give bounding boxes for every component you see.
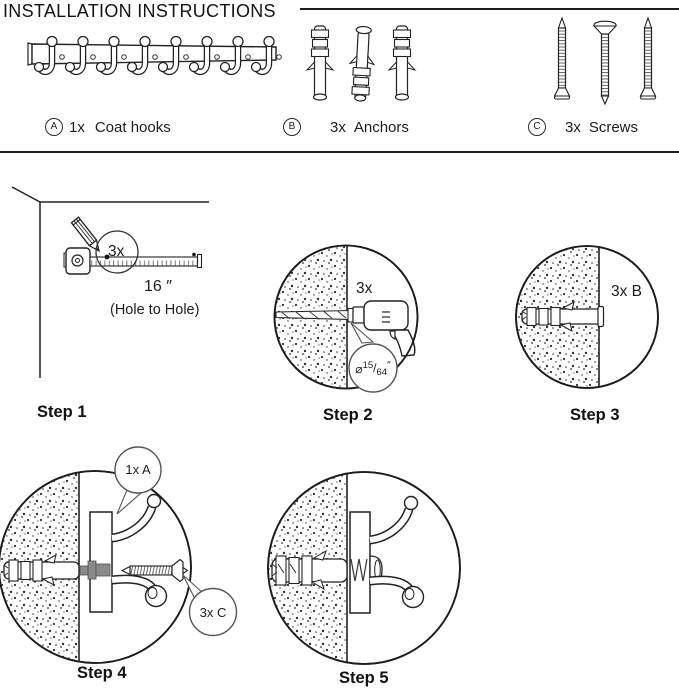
anchor-icon [348,26,376,102]
part-item-coat-hooks [45,118,171,136]
step3-anchor-illustration [510,240,664,392]
pencil-mark-dot [192,253,196,257]
screw-icon [555,18,570,99]
anchor-icon [307,26,333,100]
step1-measure-illustration [0,180,240,395]
part-letter-badge: A [45,118,63,136]
step3-label: Step 3 [570,406,620,424]
part-item-screws [528,118,638,136]
header-rule [300,8,679,10]
step4-label: Step 4 [77,664,127,682]
tape-measure-icon [64,248,202,274]
screws-illustration [542,14,668,108]
step1-distance: 16 ″ [144,278,172,295]
pencil-icon [72,217,100,251]
step5-finished-illustration [260,440,475,676]
wall-corner-lines [12,187,209,378]
screw-icon [594,21,616,104]
part-name: Coat hooks [94,118,171,136]
part-letter-badge: C [528,118,546,136]
step4-callout-hook: 1x A [125,462,151,477]
part-letter-badge: B [283,118,301,136]
step4-callout-screw: 3x C [199,605,227,620]
coat-hook-rack-illustration [26,34,282,88]
step5-label: Step 5 [339,669,389,687]
part-item-anchors [283,118,409,136]
wall-anchors-illustration [296,18,432,110]
part-name: Anchors [353,118,409,136]
part-qty: 1x [69,118,85,136]
step2-bit-size: ⌀$^{15}$/64″ [355,360,391,378]
step2-label: Step 2 [323,406,373,424]
step1-label: Step 1 [37,403,87,421]
step2-hole-count: 3x [356,280,373,297]
part-qty: 3x [565,118,581,136]
step2-drill-illustration [268,238,433,403]
step1-note: (Hole to Hole) [110,302,200,318]
step3-callout: 3x B [611,283,643,300]
diameter-symbol: ⌀ [355,362,363,376]
part-name: Screws [588,118,639,136]
section-divider [0,151,679,153]
part-qty: 3x [330,118,346,136]
step1-mark-count: 3x [108,243,125,260]
page-title: INSTALLATION INSTRUCTIONS [3,1,276,21]
screw-icon [641,18,656,99]
anchor-icon [389,26,415,100]
